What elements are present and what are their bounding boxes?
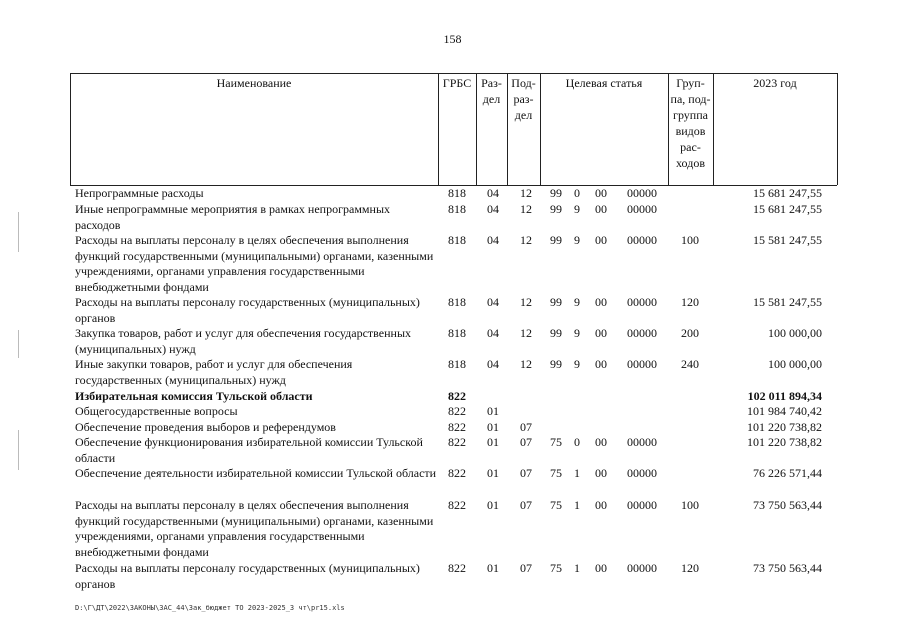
row-grbs: 822 <box>448 389 466 403</box>
row-podrazdel: 12 <box>520 186 532 200</box>
row-razdel: 01 <box>487 498 499 512</box>
row-expense-type: 200 <box>681 326 699 340</box>
row-target-program: 99 <box>550 233 562 247</box>
row-target-program: 99 <box>550 326 562 340</box>
row-razdel: 01 <box>487 561 499 575</box>
row-target-event: 00 <box>595 561 607 575</box>
file-path-footer: D:\Г\ДТ\2022\ЗАКОНЫ\ЗАС_44\Зак_бюджет ТО 2023-2025_3 чт\pr15.xls <box>75 604 345 612</box>
row-name: Расходы на выплаты персоналу государственных (муниципальных) органов <box>75 561 420 591</box>
row-target-event: 00 <box>595 233 607 247</box>
row-target-event: 00 <box>595 295 607 309</box>
row-target-program: 99 <box>550 202 562 216</box>
row-target-subprogram: 9 <box>574 326 580 340</box>
row-grbs: 818 <box>448 186 466 200</box>
row-target-subprogram: 0 <box>574 435 580 449</box>
row-target-subprogram: 1 <box>574 498 580 512</box>
row-grbs: 818 <box>448 326 466 340</box>
row-amount: 101 220 738,82 <box>747 435 822 449</box>
row-grbs: 822 <box>448 420 466 434</box>
row-name: Закупка товаров, работ и услуг для обеспечения государственных (муниципальных) нужд <box>75 326 412 356</box>
row-target-direction: 00000 <box>627 233 657 247</box>
row-target-direction: 00000 <box>627 326 657 340</box>
row-grbs: 818 <box>448 357 466 371</box>
row-amount: 100 000,00 <box>768 357 822 371</box>
row-target-direction: 00000 <box>627 202 657 216</box>
row-target-event: 00 <box>595 466 607 480</box>
row-amount: 15 581 247,55 <box>753 295 822 309</box>
row-razdel: 04 <box>487 202 499 216</box>
row-amount: 15 681 247,55 <box>753 186 822 200</box>
row-target-direction: 00000 <box>627 498 657 512</box>
row-target-event: 00 <box>595 326 607 340</box>
row-target-subprogram: 9 <box>574 202 580 216</box>
row-target-event: 00 <box>595 435 607 449</box>
row-name: Обеспечение деятельности избирательной комиссии Тульской области <box>75 466 437 480</box>
row-amount: 15 681 247,55 <box>753 202 822 216</box>
row-target-program: 75 <box>550 435 562 449</box>
row-expense-type: 100 <box>681 233 699 247</box>
row-expense-type: 120 <box>681 561 699 575</box>
header-razdel: Раз- дел <box>481 76 502 106</box>
row-podrazdel: 12 <box>520 233 532 247</box>
row-podrazdel: 12 <box>520 202 532 216</box>
row-target-program: 99 <box>550 357 562 371</box>
margin-mark <box>18 430 19 470</box>
header-year: 2023 год <box>753 76 797 90</box>
row-grbs: 818 <box>448 202 466 216</box>
row-podrazdel: 07 <box>520 420 532 434</box>
row-grbs: 822 <box>448 404 466 418</box>
row-razdel: 04 <box>487 357 499 371</box>
row-grbs: 818 <box>448 233 466 247</box>
row-name: Расходы на выплаты персоналу в целях обеспечения выполнения функций государственными (муниципальными) органами, казенными учреждениями, органами управления государственными внебюджетными фондами <box>75 233 434 294</box>
row-target-subprogram: 9 <box>574 233 580 247</box>
row-name: Общегосударственные вопросы <box>75 404 238 418</box>
row-target-subprogram: 1 <box>574 466 580 480</box>
row-razdel: 01 <box>487 435 499 449</box>
row-target-program: 99 <box>550 186 562 200</box>
row-podrazdel: 07 <box>520 498 532 512</box>
row-target-program: 75 <box>550 466 562 480</box>
margin-mark <box>18 212 19 252</box>
row-target-direction: 00000 <box>627 186 657 200</box>
row-name: Обеспечение проведения выборов и референдумов <box>75 420 336 434</box>
row-amount: 15 581 247,55 <box>753 233 822 247</box>
row-amount: 102 011 894,34 <box>747 389 822 403</box>
row-name: Расходы на выплаты персоналу в целях обеспечения выполнения функций государственными (муниципальными) органами, казенными учреждениями, органами управления государственными внебюджетными фондами <box>75 498 434 559</box>
row-podrazdel: 12 <box>520 326 532 340</box>
row-razdel: 04 <box>487 326 499 340</box>
row-podrazdel: 07 <box>520 435 532 449</box>
header-name: Наименование <box>216 76 292 90</box>
row-expense-type: 240 <box>681 357 699 371</box>
row-amount: 101 220 738,82 <box>747 420 822 434</box>
row-target-direction: 00000 <box>627 561 657 575</box>
row-podrazdel: 07 <box>520 466 532 480</box>
margin-mark <box>18 330 19 358</box>
row-target-direction: 00000 <box>627 466 657 480</box>
row-expense-type: 100 <box>681 498 699 512</box>
row-name: Непрограммные расходы <box>75 186 204 200</box>
row-target-program: 99 <box>550 295 562 309</box>
row-grbs: 818 <box>448 295 466 309</box>
row-podrazdel: 12 <box>520 357 532 371</box>
row-name: Обеспечение функционирования избирательной комиссии Тульской области <box>75 435 423 465</box>
row-razdel: 01 <box>487 404 499 418</box>
row-target-program: 75 <box>550 498 562 512</box>
row-grbs: 822 <box>448 498 466 512</box>
row-amount: 73 750 563,44 <box>753 561 822 575</box>
row-target-event: 00 <box>595 357 607 371</box>
row-target-direction: 00000 <box>627 295 657 309</box>
row-target-event: 00 <box>595 498 607 512</box>
header-expense-type: Груп- па, под- группа видов рас- ходов <box>670 76 711 170</box>
row-name: Расходы на выплаты персоналу государственных (муниципальных) органов <box>75 295 420 325</box>
row-razdel: 04 <box>487 233 499 247</box>
row-grbs: 822 <box>448 561 466 575</box>
header-target-article: Целевая статья <box>565 76 643 90</box>
row-target-subprogram: 1 <box>574 561 580 575</box>
row-podrazdel: 12 <box>520 295 532 309</box>
row-name: Избирательная комиссия Тульской области <box>75 389 313 403</box>
row-amount: 101 984 740,42 <box>747 404 822 418</box>
row-grbs: 822 <box>448 435 466 449</box>
row-expense-type: 120 <box>681 295 699 309</box>
row-podrazdel: 07 <box>520 561 532 575</box>
row-razdel: 04 <box>487 186 499 200</box>
header-podrazdel: Под- раз- дел <box>511 76 536 122</box>
row-target-subprogram: 9 <box>574 295 580 309</box>
row-target-program: 75 <box>550 561 562 575</box>
row-name: Иные непрограммные мероприятия в рамках непрограммных расходов <box>75 202 391 232</box>
row-razdel: 01 <box>487 420 499 434</box>
row-amount: 73 750 563,44 <box>753 498 822 512</box>
page-number: 158 <box>443 32 462 46</box>
row-target-direction: 00000 <box>627 357 657 371</box>
row-target-event: 00 <box>595 202 607 216</box>
row-target-event: 00 <box>595 186 607 200</box>
row-amount: 76 226 571,44 <box>753 466 822 480</box>
row-grbs: 822 <box>448 466 466 480</box>
row-target-subprogram: 0 <box>574 186 580 200</box>
header-grbs: ГРБС <box>442 76 472 90</box>
row-razdel: 01 <box>487 466 499 480</box>
row-name: Иные закупки товаров, работ и услуг для обеспечения государственных (муниципальных) нужд <box>75 357 353 387</box>
row-target-direction: 00000 <box>627 435 657 449</box>
row-target-subprogram: 9 <box>574 357 580 371</box>
row-razdel: 04 <box>487 295 499 309</box>
row-amount: 100 000,00 <box>768 326 822 340</box>
